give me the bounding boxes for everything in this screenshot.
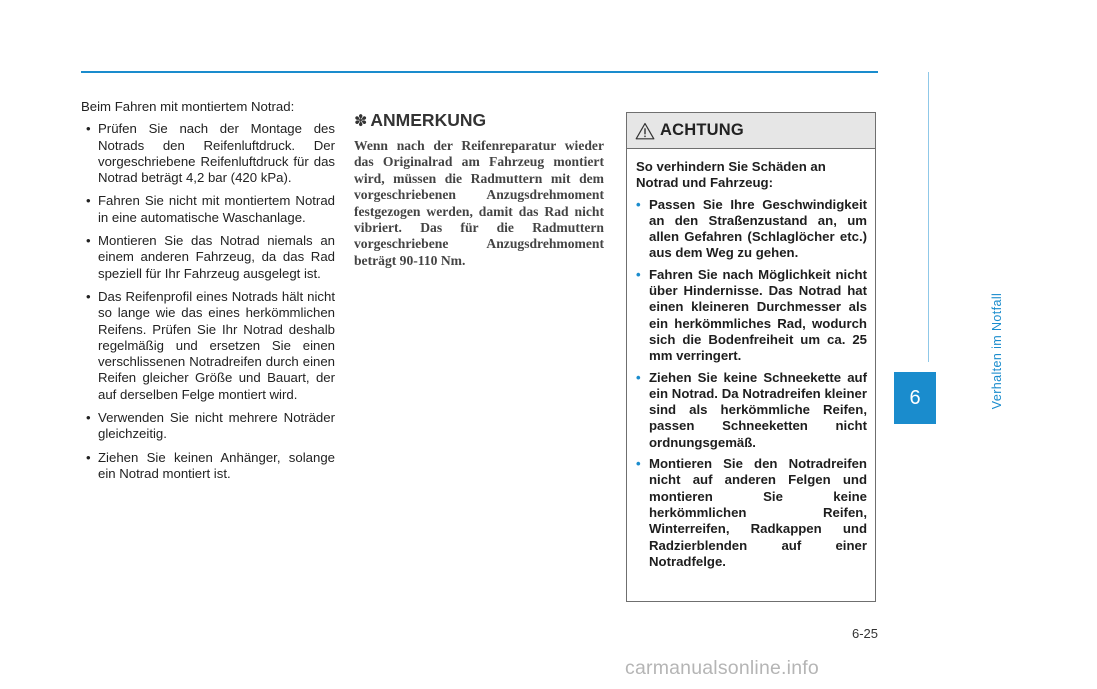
warning-bullet-list	[636, 197, 867, 571]
watermark: carmanualsonline.info	[625, 657, 819, 679]
side-divider	[928, 72, 929, 362]
list-item: • Montieren Sie den Notradreifen nicht auf anderen Felgen und montieren Sie keine herkömmlichen Reifen, Winterreifen, Radkappen und Radzierblenden auf einer Notradfelge.	[636, 456, 867, 570]
list-item: • Verwenden Sie nicht mehrere Noträder gleichzeitig.	[81, 410, 335, 443]
left-bullet-list	[81, 121, 335, 482]
warning-box	[626, 112, 876, 602]
left-column	[81, 99, 335, 489]
note-heading	[354, 110, 604, 131]
list-item: • Prüfen Sie nach der Montage des Notrads den Reifenluftdruck. Der vorgeschriebene Reifenluftdruck für das Notrad beträgt 4,2 bar (420 kPa).	[81, 121, 335, 186]
list-item: • Das Reifenprofil eines Notrads hält nicht so lange wie das eines herkömmlichen Reifens. Prüfen Sie Ihr Notrad deshalb regelmäßig und ersetzen Sie einen verschlissenen Notradreifen durch einen Reifen gleicher Größe und Bauart, der auf derselben Felge montiert wird.	[81, 289, 335, 403]
note-title: ANMERKUNG	[370, 110, 487, 130]
list-item: • Fahren Sie nicht mit montiertem Notrad in eine automatische Waschanlage.	[81, 193, 335, 226]
warning-title: ACHTUNG	[660, 121, 744, 139]
left-intro: Beim Fahren mit montiertem Notrad:	[81, 99, 295, 114]
warning-intro: So verhindern Sie Schäden an Notrad und Fahrzeug:	[636, 159, 826, 191]
list-item: • Passen Sie Ihre Geschwindigkeit an den Straßenzustand an, um allen Gefahren (Schlaglöcher etc.) aus dem Weg zu gehen.	[636, 197, 867, 262]
top-rule	[81, 71, 878, 73]
section-side-label: Verhalten im Notfall	[990, 292, 1004, 410]
warning-header	[627, 113, 875, 149]
note-section	[354, 110, 604, 269]
chapter-tab: 6	[894, 372, 936, 424]
note-body: Wenn nach der Reifenreparatur wieder das Originalrad am Fahrzeug montiert wird, müssen die Radmuttern mit dem vorgeschriebenen Anzugsdrehmoment festgezogen werden, damit das Rad nicht vibriert. Das für die Radmuttern vorgeschriebene Anzugsdrehmoment beträgt 90-110 Nm.	[354, 138, 604, 268]
list-item: • Fahren Sie nach Möglichkeit nicht über Hindernisse. Das Notrad hat einen kleineren Durchmesser als ein herkömmliches Rad, wodurch sich die Bodenfreiheit um ca. 25 mm verringert.	[636, 267, 867, 365]
page-number: 6-25	[851, 626, 878, 641]
asterisk-icon: ✽	[354, 112, 368, 130]
warning-content	[627, 149, 875, 570]
list-item: • Montieren Sie das Notrad niemals an einem anderen Fahrzeug, da das Rad speziell für Ihr Fahrzeug ausgelegt ist.	[81, 233, 335, 282]
list-item: • Ziehen Sie keinen Anhänger, solange ein Notrad montiert ist.	[81, 450, 335, 483]
warning-triangle-icon	[635, 122, 655, 140]
list-item: • Ziehen Sie keine Schneekette auf ein Notrad. Da Notradreifen kleiner sind als herkömmliche Reifen, passen Schneeketten nicht ordnungsgemäß.	[636, 370, 867, 451]
